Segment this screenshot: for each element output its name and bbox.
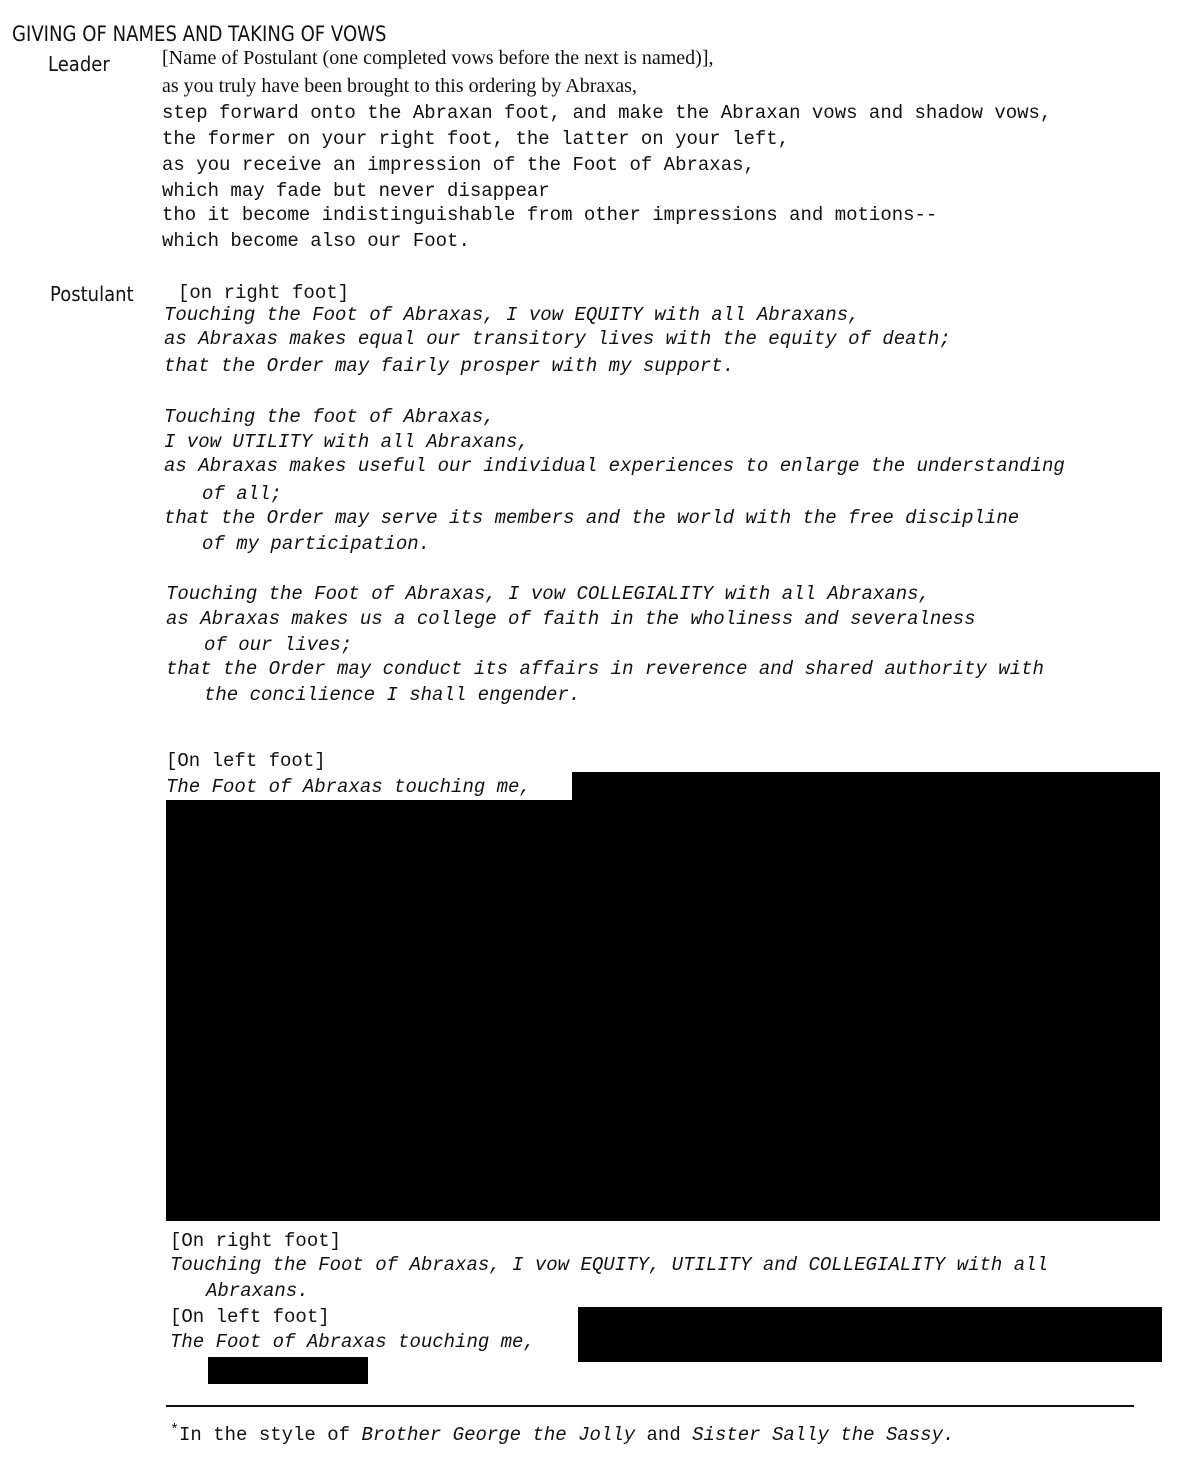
vow-line: Touching the Foot of Abraxas, I vow COLLEGIALITY with all Abraxans, [166,583,930,605]
redaction-block [572,772,1160,802]
vow-line: The Foot of Abraxas touching me, [166,776,531,798]
footnote-name: Sister Sally the Sassy. [692,1424,955,1446]
leader-line: as you receive an impression of the Foot of Abraxas, [162,154,755,176]
section-heading: GIVING OF NAMES AND TAKING OF VOWS [12,22,387,46]
vow-line: as Abraxas makes useful our individual experiences to enlarge the understanding [164,455,1065,477]
footnote-name: Brother George the Jolly [361,1424,636,1446]
leader-line: which become also our Foot. [162,230,470,252]
leader-line: which may fade but never disappear [162,180,550,202]
speaker-postulant: Postulant [50,282,134,306]
vow-line: The Foot of Abraxas touching me, [170,1331,535,1353]
stage-cue: [On left foot] [170,1306,330,1328]
footnote [170,1422,954,1446]
stage-cue: [on right foot] [178,282,350,304]
leader-line: step forward onto the Abraxan foot, and make the Abraxan vows and shadow vows, [162,102,1052,124]
speaker-leader: Leader [48,52,110,76]
footnote-text: In the style of [179,1424,351,1446]
vow-line: that the Order may conduct its affairs in reverence and shared authority with [166,658,1044,680]
vow-line: of all; [202,483,282,505]
leader-line: the former on your right foot, the latter on your left, [162,128,790,150]
redaction-block [208,1357,368,1384]
vow-line: as Abraxas makes us a college of faith in the wholiness and severalness [166,608,976,630]
vow-line: Touching the foot of Abraxas, [164,406,495,428]
redaction-block [166,800,1160,1221]
redaction-block [578,1307,1162,1362]
vow-line: Touching the Foot of Abraxas, I vow EQUITY with all Abraxans, [164,304,860,326]
leader-line: as you truly have been brought to this ordering by Abraxas, [162,75,637,97]
stage-cue: [On right foot] [170,1230,342,1252]
footnote-marker: * [170,1422,180,1439]
leader-line: [Name of Postulant (one completed vows before the next is named)], [162,47,714,69]
vow-line: Touching the Foot of Abraxas, I vow EQUITY, UTILITY and COLLEGIALITY with all [170,1254,1048,1276]
vow-line: as Abraxas makes equal our transitory lives with the equity of death; [164,328,951,350]
vow-line: of our lives; [204,634,353,656]
vow-line: I vow UTILITY with all Abraxans, [164,431,529,453]
leader-line: tho it become indistinguishable from other impressions and motions-- [162,204,938,226]
vow-line: that the Order may fairly prosper with my support. [164,355,735,377]
vow-line: Abraxans. [206,1280,309,1302]
vow-line: of my participation. [202,533,431,555]
vow-line: that the Order may serve its members and the world with the free discipline [164,507,1020,529]
footnote-text: and [646,1424,681,1446]
stage-cue: [On left foot] [166,750,326,772]
vow-line: the concilience I shall engender. [204,684,581,706]
footnote-divider [166,1405,1134,1407]
